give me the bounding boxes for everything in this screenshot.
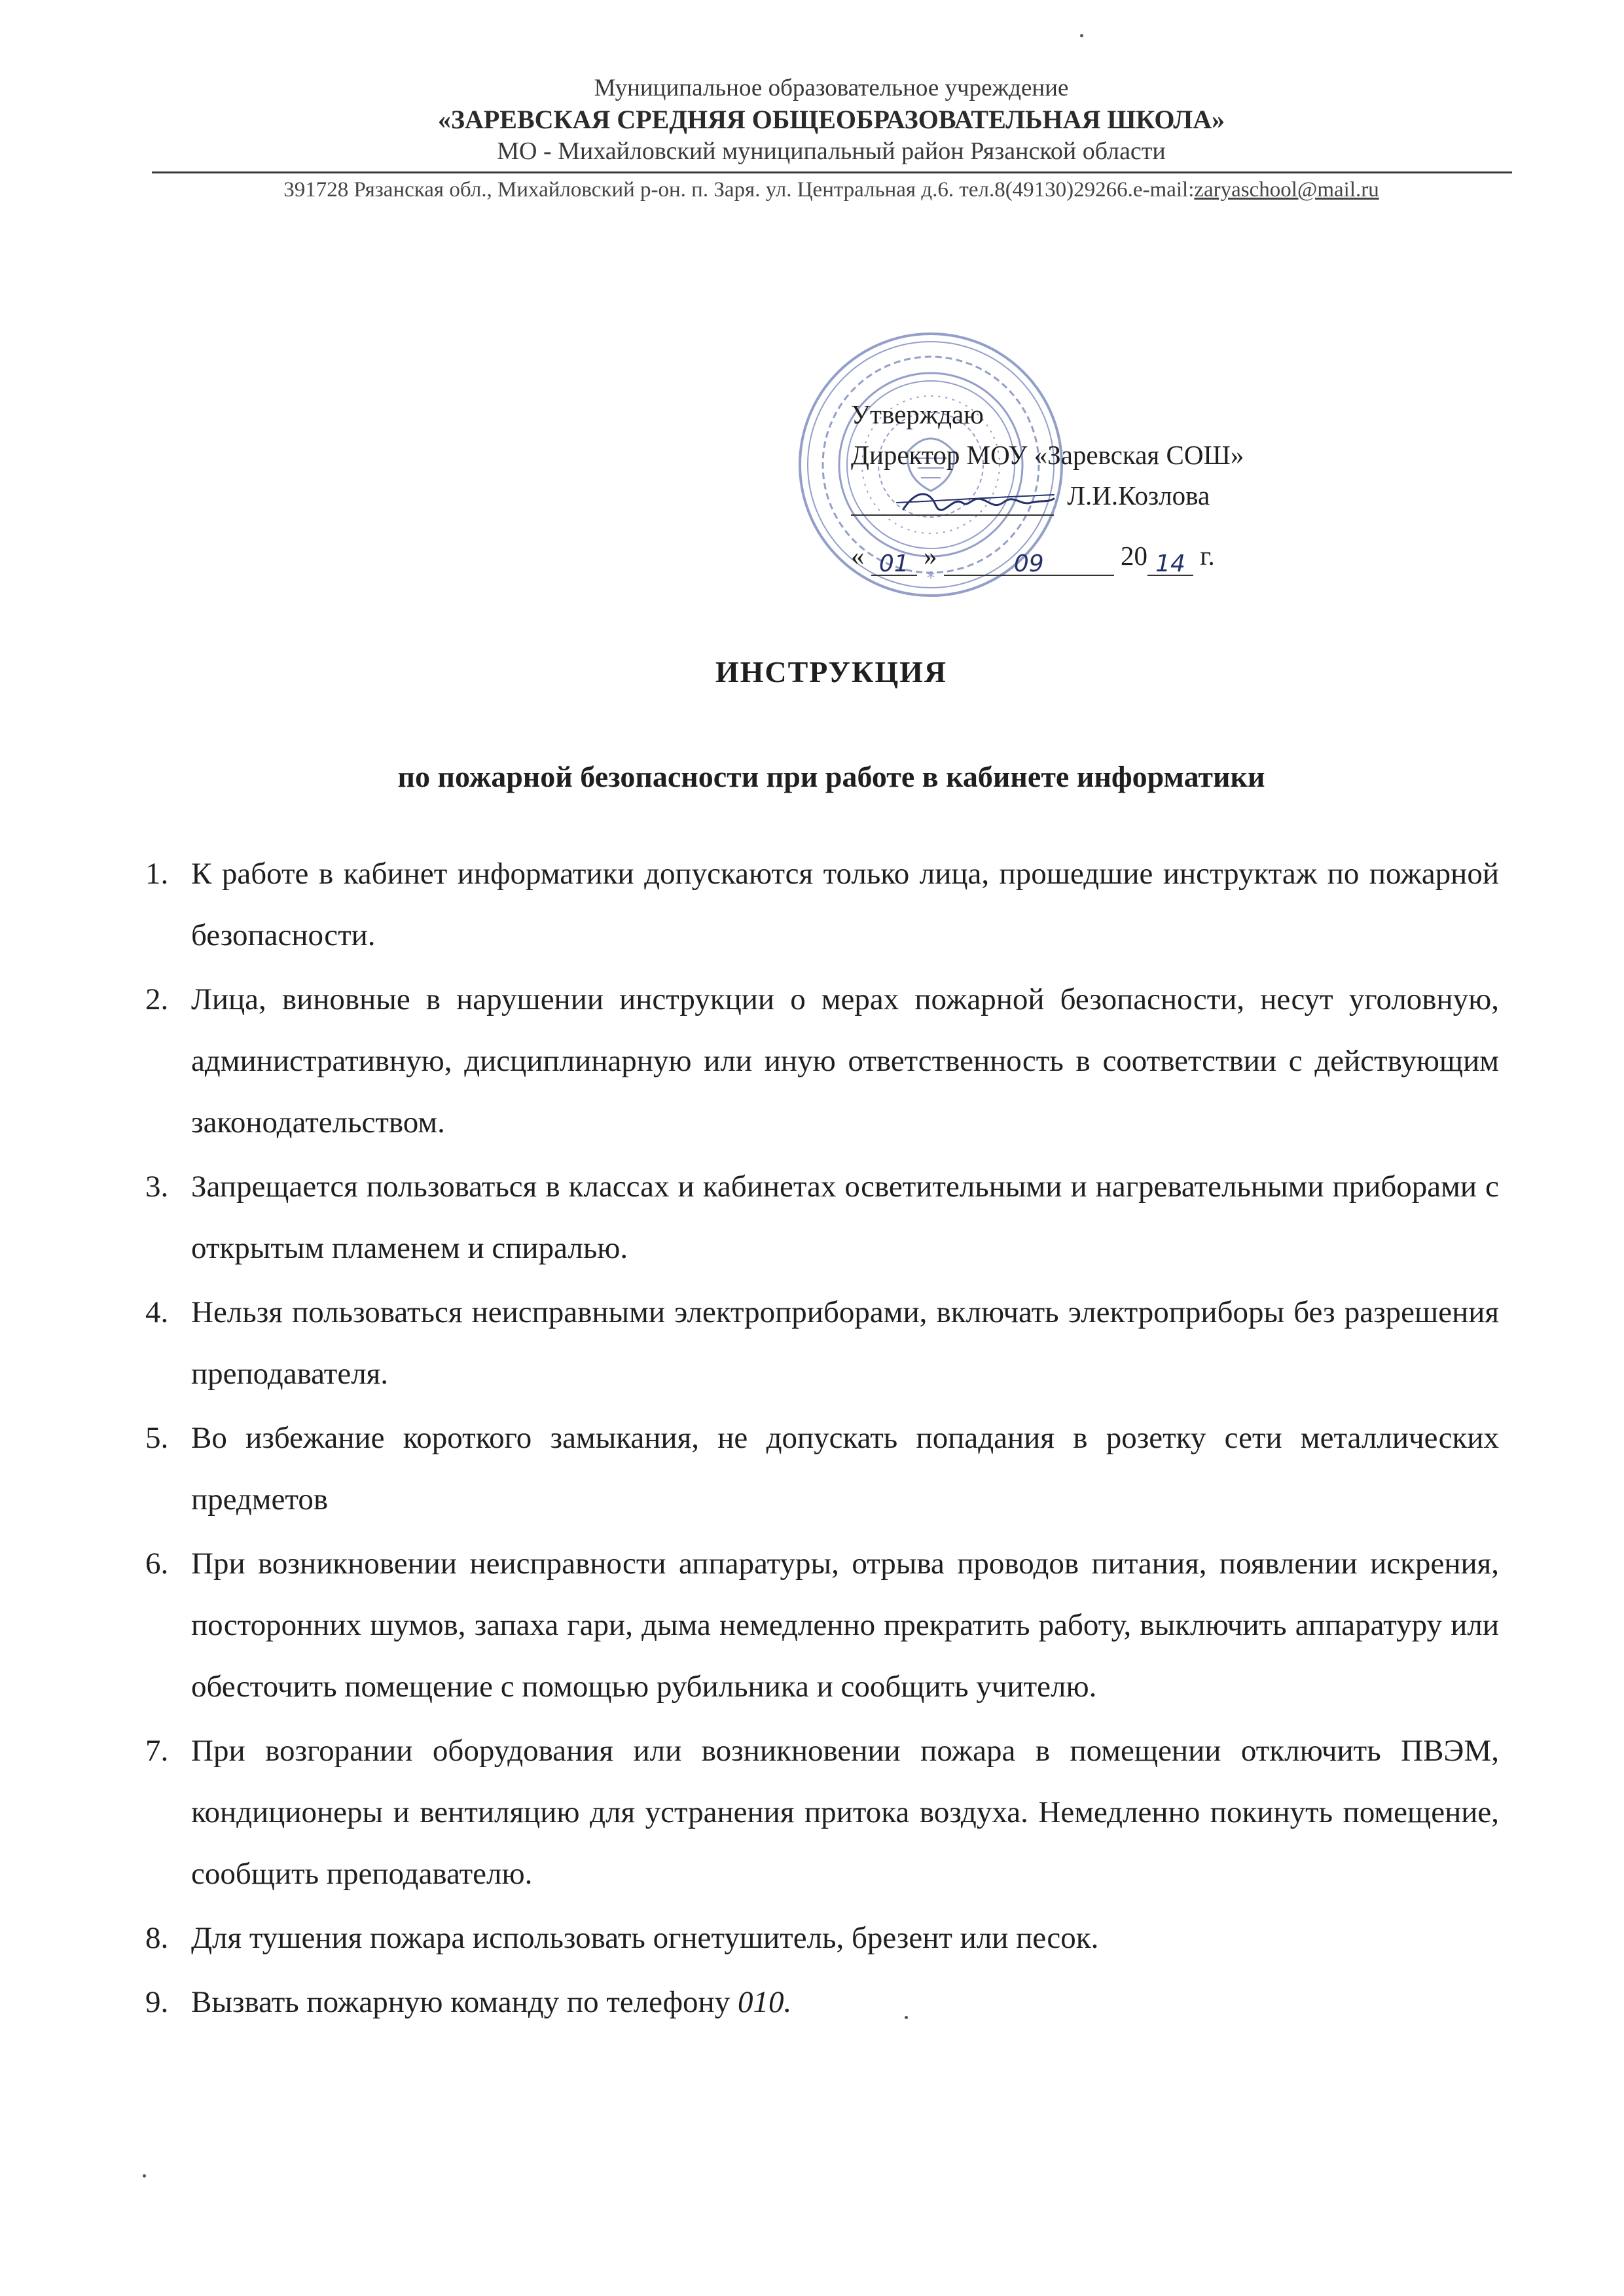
- date-year-prefix: 20: [1121, 541, 1147, 571]
- item-text-main: Вызвать пожарную команду по телефону: [191, 1985, 738, 2019]
- scan-speck: [1080, 34, 1083, 37]
- item-text: Нельзя пользоваться неисправными электроприборами, включать электроприборы без разрешения преподавателя.: [191, 1295, 1499, 1391]
- document-title: ИНСТРУКЦИЯ: [715, 655, 948, 689]
- list-item: [137, 969, 1499, 1153]
- list-item: [137, 1907, 1499, 1969]
- date-year-field: [1147, 542, 1193, 576]
- item-text: К работе в кабинет информатики допускаются только лица, прошедшие инструктаж по пожарной безопасности.: [191, 857, 1499, 952]
- item-text: При возгорании оборудования или возникновении пожара в помещении отключить ПВЭМ, кондиционеры и вентиляцию для устранения притока воздуха. Немедленно покинуть помещение, сообщить преподавателю.: [191, 1734, 1499, 1891]
- district-name: МО - Михайловский муниципальный район Рязанской области: [497, 137, 1166, 165]
- item-number: 7.: [145, 1734, 169, 1768]
- item-number: 9.: [145, 1985, 169, 2019]
- list-item: [137, 843, 1499, 966]
- list-item: [137, 1533, 1499, 1717]
- item-text: Для тушения пожара использовать огнетушитель, брезент или песок.: [191, 1921, 1099, 1955]
- school-address: [151, 175, 1512, 204]
- document-subtitle: по пожарной безопасности при работе в кабинете информатики: [397, 760, 1265, 793]
- email-link[interactable]: zaryaschool@mail.ru: [1194, 178, 1379, 202]
- school-name: «ЗАРЕВСКАЯ СРЕДНЯЯ ОБЩЕОБРАЗОВАТЕЛЬНАЯ ШКОЛА»: [437, 105, 1225, 134]
- item-text: [191, 1971, 1499, 2033]
- item-number: 2.: [145, 982, 169, 1016]
- item-number: 4.: [145, 1295, 169, 1329]
- item-number: 3.: [145, 1170, 169, 1204]
- list-item: [137, 1282, 1499, 1405]
- instruction-list: [137, 843, 1499, 2036]
- list-item: [137, 1720, 1499, 1905]
- fire-phone-number: 010.: [737, 1985, 792, 2019]
- item-number: 8.: [145, 1921, 169, 1955]
- date-month: 09: [1013, 550, 1044, 577]
- scan-speck: [905, 2016, 908, 2019]
- item-text: Лица, виновные в нарушении инструкции о мерах пожарной безопасности, несут уголовную, административную, дисциплинарную или иную ответственность в соответствии с действующим законодательством.: [191, 982, 1499, 1139]
- signature-row: [851, 475, 1388, 516]
- list-item: [137, 1156, 1499, 1279]
- address-text: 391728 Рязанская обл., Михайловский р-он. п. Заря. ул. Центральная д.6. тел.8(49130)29266.e-mail:: [283, 178, 1195, 202]
- approval-heading: Утверждаю: [851, 399, 984, 429]
- handwritten-signature: [890, 483, 1060, 522]
- letterhead: [151, 73, 1512, 166]
- institution-type: Муниципальное образовательное учреждение: [594, 75, 1069, 101]
- list-item: [137, 1407, 1499, 1530]
- date-month-field: [944, 542, 1114, 576]
- approval-date: [851, 535, 1388, 576]
- list-item: [137, 1971, 1499, 2033]
- item-text: При возникновении неисправности аппаратуры, отрыва проводов питания, появлении искрения, посторонних шумов, запаха гари, дыма немедленно прекратить работу, выключить аппаратуру или обесточить помещение с помощью рубильника и сообщить учителю.: [191, 1547, 1499, 1704]
- item-text: Во избежание короткого замыкания, не допускать попадания в розетку сети металлических предметов: [191, 1421, 1499, 1516]
- signature-line: [851, 486, 1054, 516]
- item-number: 5.: [145, 1421, 169, 1455]
- date-day-field: [871, 542, 917, 576]
- date-year-unit: г.: [1200, 541, 1215, 571]
- item-text: Запрещается пользоваться в классах и кабинетах осветительными и нагревательными приборами с открытым пламенем и спиралью.: [191, 1170, 1499, 1265]
- date-quote-close: »: [924, 541, 937, 571]
- date-year-suffix: 14: [1155, 550, 1185, 577]
- date-day: 01: [878, 550, 909, 577]
- item-number: 1.: [145, 857, 169, 891]
- approval-position: Директор МОУ «Заревская СОШ»: [851, 440, 1244, 470]
- svg-text:*: *: [926, 569, 935, 588]
- letterhead-divider: [152, 171, 1512, 173]
- signer-name: Л.И.Козлова: [1067, 480, 1210, 511]
- item-number: 6.: [145, 1547, 169, 1581]
- approval-block: [851, 394, 1388, 576]
- date-quote-open: «: [851, 541, 865, 571]
- scan-speck: [143, 2174, 146, 2178]
